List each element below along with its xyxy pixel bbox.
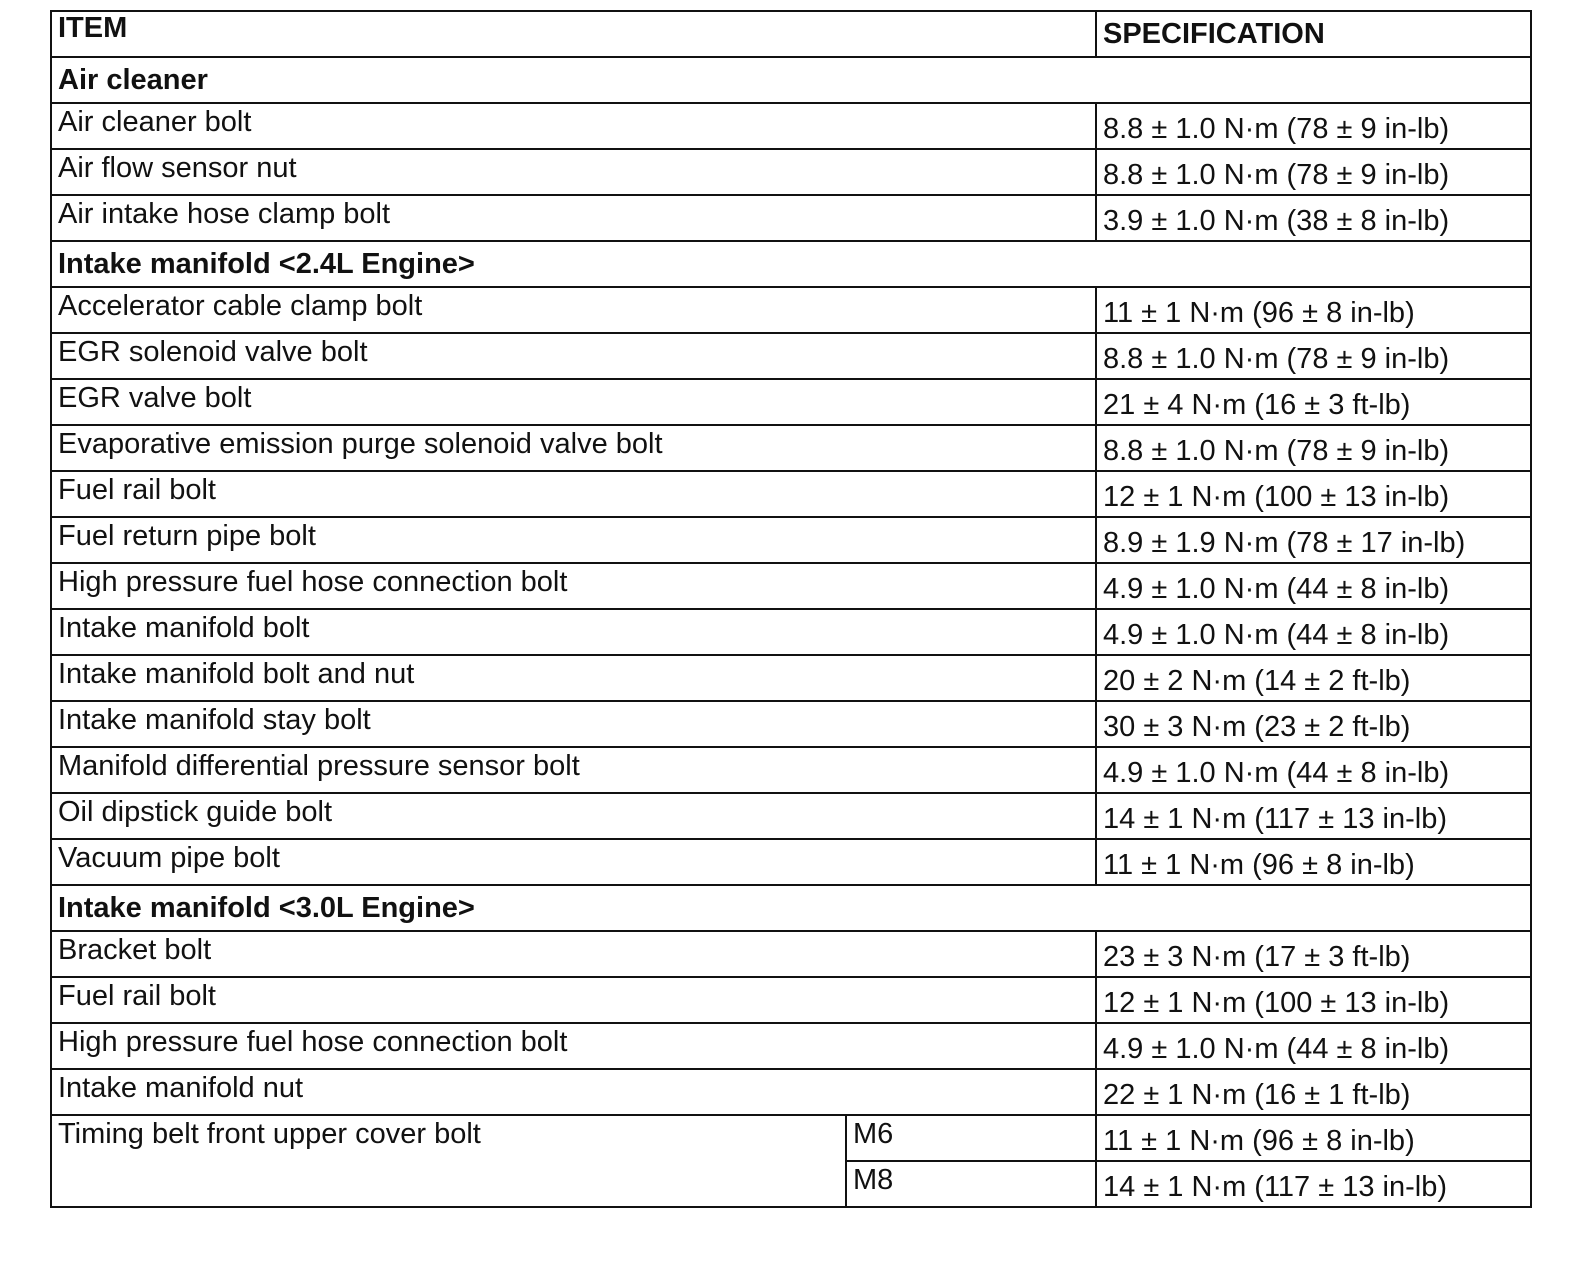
torque-spec-sheet xyxy=(50,10,1530,1208)
spec-cell: 22 ± 1 N·m (16 ± 1 ft-lb) xyxy=(1096,1069,1531,1115)
item-cell: Accelerator cable clamp bolt xyxy=(51,287,1096,333)
section-title-intake-3-0l: Intake manifold <3.0L Engine> xyxy=(51,885,1531,931)
spec-cell: 3.9 ± 1.0 N·m (38 ± 8 in-lb) xyxy=(1096,195,1531,241)
table-row xyxy=(51,839,1531,885)
section-title-air-cleaner: Air cleaner xyxy=(51,57,1531,103)
section-row xyxy=(51,57,1531,103)
spec-cell: 4.9 ± 1.0 N·m (44 ± 8 in-lb) xyxy=(1096,609,1531,655)
item-cell: Intake manifold nut xyxy=(51,1069,1096,1115)
spec-cell: 8.8 ± 1.0 N·m (78 ± 9 in-lb) xyxy=(1096,333,1531,379)
spec-cell: 11 ± 1 N·m (96 ± 8 in-lb) xyxy=(1096,839,1531,885)
spec-cell: 4.9 ± 1.0 N·m (44 ± 8 in-lb) xyxy=(1096,747,1531,793)
header-specification: SPECIFICATION xyxy=(1096,11,1531,57)
spec-cell: 23 ± 3 N·m (17 ± 3 ft-lb) xyxy=(1096,931,1531,977)
table-row xyxy=(51,517,1531,563)
spec-cell: 12 ± 1 N·m (100 ± 13 in-lb) xyxy=(1096,977,1531,1023)
table-row xyxy=(51,195,1531,241)
section-title-intake-2-4l: Intake manifold <2.4L Engine> xyxy=(51,241,1531,287)
spec-cell: 11 ± 1 N·m (96 ± 8 in-lb) xyxy=(1096,287,1531,333)
table-row xyxy=(51,563,1531,609)
spec-cell: 12 ± 1 N·m (100 ± 13 in-lb) xyxy=(1096,471,1531,517)
table-row xyxy=(51,609,1531,655)
table-row xyxy=(51,931,1531,977)
spec-cell: 14 ± 1 N·m (117 ± 13 in-lb) xyxy=(1096,1161,1531,1207)
item-cell: EGR solenoid valve bolt xyxy=(51,333,1096,379)
spec-cell: 11 ± 1 N·m (96 ± 8 in-lb) xyxy=(1096,1115,1531,1161)
item-cell: Air cleaner bolt xyxy=(51,103,1096,149)
table-row xyxy=(51,977,1531,1023)
table-row xyxy=(51,471,1531,517)
spec-cell: 4.9 ± 1.0 N·m (44 ± 8 in-lb) xyxy=(1096,563,1531,609)
item-cell: Fuel rail bolt xyxy=(51,977,1096,1023)
spec-cell: 8.8 ± 1.0 N·m (78 ± 9 in-lb) xyxy=(1096,425,1531,471)
item-cell: Intake manifold bolt and nut xyxy=(51,655,1096,701)
item-cell: High pressure fuel hose connection bolt xyxy=(51,1023,1096,1069)
item-cell: EGR valve bolt xyxy=(51,379,1096,425)
item-cell: Fuel rail bolt xyxy=(51,471,1096,517)
size-cell: M8 xyxy=(846,1161,1096,1207)
item-cell: Bracket bolt xyxy=(51,931,1096,977)
item-cell: High pressure fuel hose connection bolt xyxy=(51,563,1096,609)
spec-cell: 8.8 ± 1.0 N·m (78 ± 9 in-lb) xyxy=(1096,149,1531,195)
table-row xyxy=(51,1069,1531,1115)
table-row xyxy=(51,425,1531,471)
table-row xyxy=(51,655,1531,701)
item-cell: Intake manifold stay bolt xyxy=(51,701,1096,747)
table-row xyxy=(51,701,1531,747)
spec-cell: 14 ± 1 N·m (117 ± 13 in-lb) xyxy=(1096,793,1531,839)
spec-cell: 20 ± 2 N·m (14 ± 2 ft-lb) xyxy=(1096,655,1531,701)
item-cell: Fuel return pipe bolt xyxy=(51,517,1096,563)
table-row xyxy=(51,1115,1531,1161)
spec-cell: 8.9 ± 1.9 N·m (78 ± 17 in-lb) xyxy=(1096,517,1531,563)
table-row xyxy=(51,287,1531,333)
item-cell: Intake manifold bolt xyxy=(51,609,1096,655)
table-row xyxy=(51,333,1531,379)
table-row xyxy=(51,149,1531,195)
spec-cell: 21 ± 4 N·m (16 ± 3 ft-lb) xyxy=(1096,379,1531,425)
spec-cell: 8.8 ± 1.0 N·m (78 ± 9 in-lb) xyxy=(1096,103,1531,149)
item-cell: Manifold differential pressure sensor bolt xyxy=(51,747,1096,793)
header-item: ITEM xyxy=(51,11,1096,57)
item-cell: Air intake hose clamp bolt xyxy=(51,195,1096,241)
table-row xyxy=(51,1023,1531,1069)
table-row xyxy=(51,793,1531,839)
item-cell: Oil dipstick guide bolt xyxy=(51,793,1096,839)
item-cell: Air flow sensor nut xyxy=(51,149,1096,195)
table-row xyxy=(51,103,1531,149)
section-row xyxy=(51,241,1531,287)
item-cell: Vacuum pipe bolt xyxy=(51,839,1096,885)
table-row xyxy=(51,747,1531,793)
section-row xyxy=(51,885,1531,931)
item-cell: Evaporative emission purge solenoid valve bolt xyxy=(51,425,1096,471)
table-header-row xyxy=(51,11,1531,57)
spec-cell: 4.9 ± 1.0 N·m (44 ± 8 in-lb) xyxy=(1096,1023,1531,1069)
table-row xyxy=(51,379,1531,425)
spec-cell: 30 ± 3 N·m (23 ± 2 ft-lb) xyxy=(1096,701,1531,747)
torque-spec-table xyxy=(50,10,1532,1208)
item-cell: Timing belt front upper cover bolt xyxy=(51,1115,846,1207)
size-cell: M6 xyxy=(846,1115,1096,1161)
